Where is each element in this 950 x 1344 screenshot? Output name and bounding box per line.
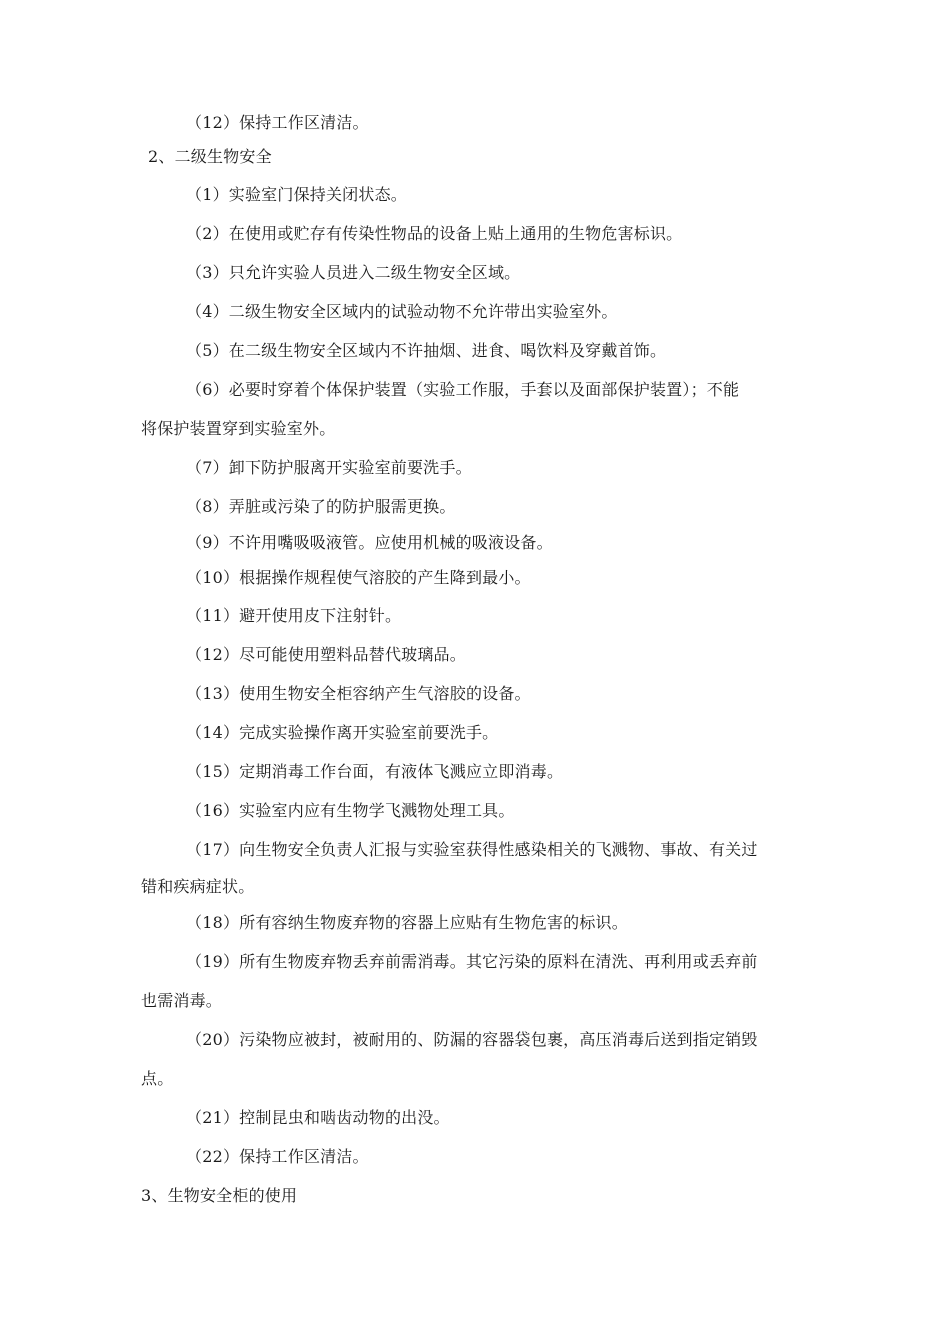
paragraph-line: （4）二级生物安全区域内的试验动物不允许带出实验室外。 [186,302,618,321]
paragraph-line: （3）只允许实验人员进入二级生物安全区域。 [186,263,521,282]
paragraph-line: （16）实验室内应有生物学飞溅物处理工具。 [186,801,515,820]
paragraph-line: （17）向生物安全负责人汇报与实验室获得性感染相关的飞溅物、事故、有关过 [186,840,758,859]
paragraph-line: （11）避开使用皮下注射针。 [186,606,402,625]
paragraph-line: （12）尽可能使用塑料品替代玻璃品。 [186,645,466,664]
paragraph-line: （5）在二级生物安全区域内不许抽烟、进食、喝饮料及穿戴首饰。 [186,341,667,360]
paragraph-line: （2）在使用或贮存有传染性物品的设备上贴上通用的生物危害标识。 [186,224,683,243]
paragraph-line: （13）使用生物安全柜容纳产生气溶胶的设备。 [186,684,531,703]
section-heading: 2、二级生物安全 [148,147,272,166]
paragraph-line: （10）根据操作规程使气溶胶的产生降到最小。 [186,568,531,587]
paragraph-line: （9）不许用嘴吸吸液管。应使用机械的吸液设备。 [186,533,553,552]
paragraph-line: 点。 [141,1069,174,1088]
paragraph-line: （18）所有容纳生物废弃物的容器上应贴有生物危害的标识。 [186,913,628,932]
paragraph-line: （12）保持工作区清洁。 [186,113,369,132]
section-heading: 3、生物安全柜的使用 [141,1186,298,1205]
paragraph-line: 错和疾病症状。 [141,877,255,896]
paragraph-line: （20）污染物应被封，被耐用的、防漏的容器袋包裹，高压消毒后送到指定销毁 [186,1030,758,1049]
paragraph-line: （19）所有生物废弃物丢弃前需消毒。其它污染的原料在清洗、再利用或丢弃前 [186,952,758,971]
paragraph-line: （15）定期消毒工作台面，有液体飞溅应立即消毒。 [186,762,564,781]
paragraph-line: （8）弄脏或污染了的防护服需更换。 [186,497,456,516]
paragraph-line: （1）实验室门保持关闭状态。 [186,185,407,204]
paragraph-line: （7）卸下防护服离开实验室前要洗手。 [186,458,472,477]
paragraph-line: （14）完成实验操作离开实验室前要洗手。 [186,723,499,742]
paragraph-line: （21）控制昆虫和啮齿动物的出没。 [186,1108,450,1127]
paragraph-line: （22）保持工作区清洁。 [186,1147,369,1166]
paragraph-line: 也需消毒。 [141,991,223,1010]
paragraph-line: （6）必要时穿着个体保护装置（实验工作服，手套以及面部保护装置）；不能 [186,380,740,399]
paragraph-line: 将保护装置穿到实验室外。 [141,419,336,438]
